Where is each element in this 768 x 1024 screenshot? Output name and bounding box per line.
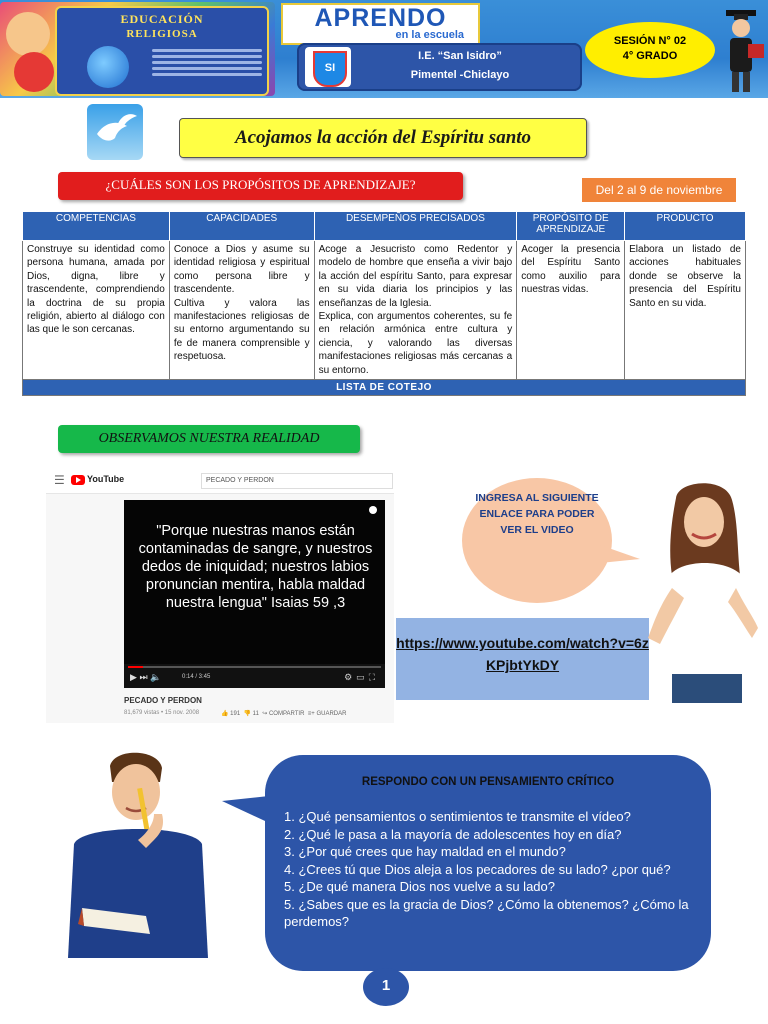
video-time: 0:14 / 3:45 (182, 674, 211, 680)
table-cell: Elabora un listado de acciones habituales donde se observe la presencia del Espíritu Santo en su vida. (625, 241, 746, 380)
progress-bar[interactable] (128, 666, 381, 668)
like-icon[interactable]: 👍 (221, 711, 229, 717)
dislike-count: 11 (252, 711, 259, 717)
girl-pointing-figure (648, 478, 758, 703)
date-badge: Del 2 al 9 de noviembre (582, 178, 736, 202)
youtube-brand: YouTube (87, 474, 125, 484)
question-list (284, 808, 694, 931)
list-item: 4. ¿Crees tú que Dios aleja a los pecadores de su lado? ¿por qué? (284, 861, 671, 877)
critical-thinking-title: RESPONDO CON UN PENSAMIENTO CRÍTICO (361, 776, 615, 788)
school-name-line1: I.E. “San Isidro” (418, 50, 502, 62)
school-location: Pimentel -Chiclayo (410, 69, 510, 81)
miniplayer-icon[interactable]: ▭ (356, 672, 369, 682)
art-banner (55, 6, 269, 96)
religious-education-art (0, 2, 275, 96)
boy-thinking-figure (62, 748, 212, 958)
aprendo-logo (281, 3, 480, 45)
list-item: 5. ¿De qué manera Dios nos vuelve a su lado? (284, 879, 555, 894)
dislike-icon[interactable]: 👎 (243, 711, 251, 717)
volume-icon[interactable]: 🔈 (150, 672, 162, 682)
list-item: 1. ¿Qué pensamientos o sentimientos te transmite el vídeo? (284, 809, 631, 824)
table-cell: Conoce a Dios y asume su identidad religiosa y espiritual como persona libre y trascendente. Cultiva y valora las manifestaciones religiosas de su entorno argumentando su fe de manera comprensible y respetuosa. (169, 241, 314, 380)
table-header-row (23, 212, 746, 241)
youtube-search-input[interactable]: PECADO Y PERDON (201, 473, 393, 489)
list-item: 3. ¿Por qué crees que hay maldad en el mundo? (284, 844, 566, 859)
speech-bubble-tail (600, 545, 640, 563)
session-info (585, 34, 715, 64)
list-item: 2. ¿Qué le pasa a la mayoría de adolescentes hoy en día? (284, 826, 622, 842)
table-header-cell: COMPETENCIAS (23, 212, 170, 241)
school-name (355, 47, 565, 85)
video-title: PECADO Y PERDON (124, 696, 202, 705)
player-controls (124, 664, 385, 688)
speech-bubble-text: INGRESA AL SIGUIENTE ENLACE PARA PODER VER EL VIDEO (475, 492, 599, 536)
save-icon[interactable]: ≡+ (307, 711, 315, 717)
share-button[interactable]: COMPARTIR (268, 711, 305, 717)
fullscreen-icon[interactable]: ⛶ (368, 672, 379, 682)
next-icon[interactable]: ⏭ (139, 672, 148, 682)
info-icon[interactable] (369, 506, 377, 514)
dove-icon (87, 104, 143, 160)
menu-icon[interactable]: ☰ (54, 473, 65, 487)
video-quote: "Porque nuestras manos están contaminadas de sangre, y nuestros dedos de iniquidad; nuestros labios pronuncian mentira, habla maldad nuestra lengua" Isaias 59 ,3 (138, 523, 373, 611)
globe-icon (87, 46, 129, 88)
video-player[interactable] (124, 500, 385, 688)
youtube-topbar (46, 467, 394, 494)
page-number: 1 (381, 977, 391, 994)
table-header-cell: DESEMPEÑOS PRECISADOS (314, 212, 517, 241)
play-icon[interactable]: ▶ (130, 672, 137, 682)
youtube-screenshot (46, 467, 394, 723)
school-logo-text: SI (324, 62, 336, 74)
table-cell: Acoger la presencia del Espíritu Santo como auxilio para nuestras vidas. (517, 241, 625, 380)
table-header-cell: CAPACIDADES (169, 212, 314, 241)
table-cell: Construye su identidad como persona humana, amada por Dios, digna, libre y trascendente, comprendiendo la doctrina de su propia religión, abierto al diálogo con las que le son cercanas. (23, 241, 170, 380)
settings-icon[interactable]: ⚙ (344, 672, 357, 682)
like-count: 191 (230, 711, 241, 717)
child-figure (6, 12, 50, 56)
table-row (23, 241, 746, 380)
observamos-heading: OBSERVAMOS NUESTRA REALIDAD (58, 425, 360, 453)
video-actions (221, 710, 346, 717)
session-grade: 4° GRADO (622, 50, 678, 62)
brand-title: APRENDO (314, 4, 447, 32)
graduate-figure-icon (712, 4, 768, 96)
shield-icon (313, 51, 347, 87)
save-button[interactable]: GUARDAR (316, 711, 347, 717)
list-item: 5. ¿Sabes que es la gracia de Dios? ¿Cómo la obtenemos? ¿Cómo la perdemos? (284, 896, 689, 929)
table-footer: LISTA DE COTEJO (23, 380, 746, 396)
table-cell: Acoge a Jesucristo como Redentor y modelo de hombre que enseña a vivir bajo la acción del espíritu Santo, para expresar en su vida diaria los principios y las enseñanzas de la Iglesia. Explica, con argumentos coherentes, su fe en relación armónica entre cultura y ciencia, y valorando las diversas manifestaciones religiosas más cercanas a su entorno. (314, 241, 517, 380)
brand-subtitle: en la escuela (395, 29, 464, 41)
video-views: 81,679 vistas • 15 nov. 2008 (124, 710, 200, 716)
art-text-lines (152, 46, 262, 79)
progress-fill (128, 666, 143, 668)
share-icon[interactable]: ↪ (262, 711, 268, 717)
child-figure (14, 52, 54, 92)
page-title: Acojamos la acción del Espíritu santo (179, 118, 587, 158)
school-logo (305, 47, 351, 87)
table-header-cell: PROPÓSITO DE APRENDIZAJE (517, 212, 625, 241)
learning-purpose-table (22, 211, 746, 396)
art-title: EDUCACIÓN (120, 12, 204, 26)
session-number: SESIÓN N° 02 (613, 35, 687, 47)
art-subtitle: RELIGIOSA (126, 28, 198, 40)
video-link[interactable]: https://www.youtube.com/watch?v=6zKPjbtYkDY (396, 635, 649, 673)
table-footer-row (23, 380, 746, 396)
table-header-cell: PRODUCTO (625, 212, 746, 241)
objectives-heading: ¿CUÁLES SON LOS PROPÓSITOS DE APRENDIZAJE? (58, 172, 463, 200)
youtube-logo-icon[interactable] (71, 475, 85, 485)
